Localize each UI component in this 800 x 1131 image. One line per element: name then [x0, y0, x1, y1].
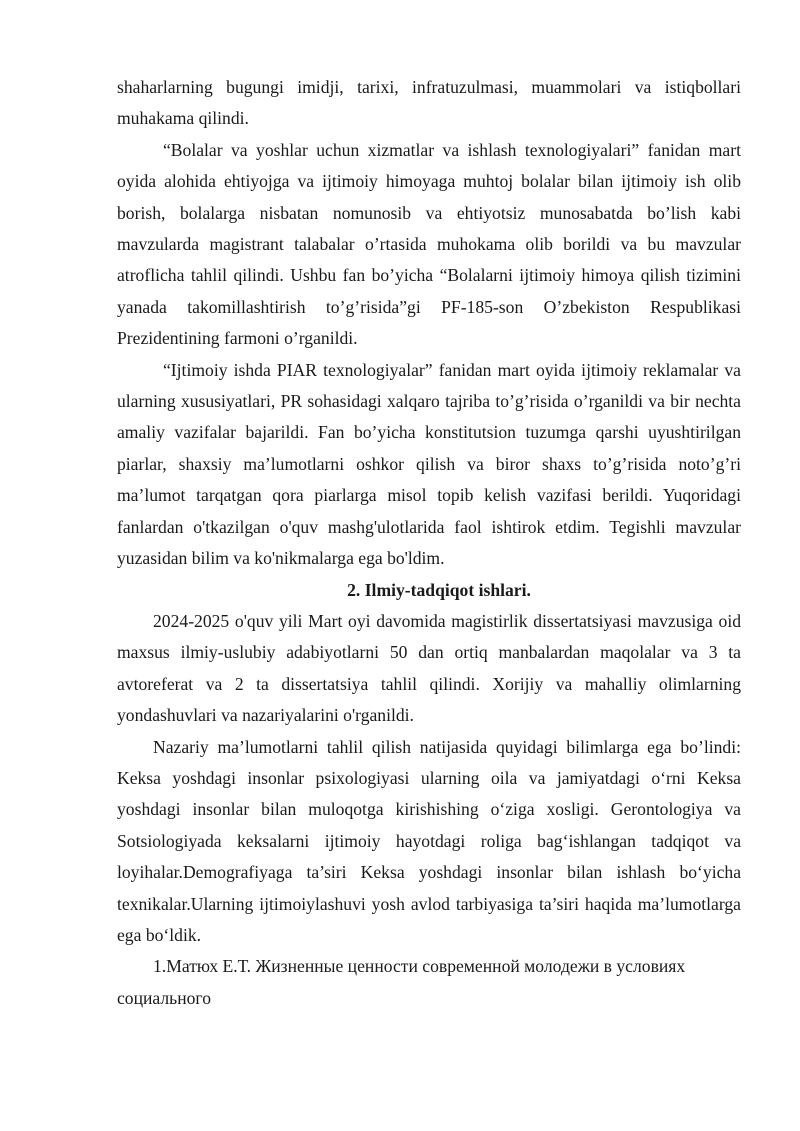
paragraph-reference-1: 1.Матюх Е.Т. Жизненные ценности современной молодежи в условиях социального	[117, 956, 686, 1008]
paragraph-children-services: “Bolalar va yoshlar uchun xizmatlar va ishlash texnologiyalari” fanidan mart oyida alohida ehtiyojga va ijtimoiy himoyaga muhtoj bolalar bilan ijtimoiy ish olib borish, bolalarga nisbatan nomunosib va ehtiyotsiz munosabatda bo’lish kabi mavzularda magistrant talabalar o’rtasida muhokama olib borildi va bu mavzular atroflicha tahlil qilindi. Ushbu fan bo’yicha “Bolalarni ijtimoiy himoya qilish tizimini yanada takomillashtirish to’g’risida”gi PF-185-son O’zbekiston Respublikasi Prezidentining farmoni o’rganildi.	[117, 139, 741, 349]
section-heading-research: 2. Ilmiy-tadqiqot ishlari.	[347, 579, 531, 600]
paragraph-city-discussion: shaharlarning bugungi imidji, tarixi, infratuzulmasi, muammolari va istiqbollari muhakama qilindi.	[117, 77, 741, 129]
paragraph-dissertation-sources: 2024-2025 o'quv yili Mart oyi davomida magistirlik dissertatsiyasi mavzusiga oid maxsus ilmiy-uslubiy adabiyotlarni 50 dan ortiq manbalardan maqolalar va 3 ta avtoreferat va 2 ta dissertatsiya tahlil qilindi. Xorijiy va mahalliy olimlarning yondashuvlari va nazariyalarini o'rganildi.	[117, 610, 741, 726]
paragraph-pr-technologies: “Ijtimoiy ishda PIAR texnologiyalar” fanidan mart oyida ijtimoiy reklamalar va ularning xususiyatlari, PR sohasidagi xalqaro tajriba to’g’risida o’rganildi va bir nechta amaliy vazifalar bajarildi. Fan bo’yicha konstitutsion tuzumga qarshi uyushtirilgan piarlar, shaxsiy ma’lumotlarni oshkor qilish va biror shaxs to’g’risida noto’g’ri ma’lumot tarqatgan qora piarlarga misol topib kelish vazifasi berildi. Yuqoridagi fanlardan o'tkazilgan o'quv mashg'ulotlarida faol ishtirok etdim. Tegishli mavzular yuzasidan bilim va ko'nikmalarga ega bo'ldim.	[117, 359, 741, 569]
paragraph-theoretical-knowledge: Nazariy ma’lumotlarni tahlil qilish natijasida quyidagi bilimlarga ega bo’lindi: Keksa yoshdagi insonlar psixologiyasi ularning oila va jamiyatdagi o‘rni Keksa yoshdagi insonlar bilan muloqotga kirishishing o‘ziga xosligi. Gerontologiya va Sotsiologiyada keksalarni ijtimoiy hayotdagi roliga bag‘ishlangan tadqiqot va loyihalar.Demografiyaga ta’siri Keksa yoshdagi insonlar bilan ishlash bo‘yicha texnikalar.Ularning ijtimoiylashuvi yosh avlod tarbiyasiga ta’siri haqida ma’lumotlarga ega bo‘ldik.	[117, 736, 741, 945]
document-page	[117, 72, 741, 1014]
